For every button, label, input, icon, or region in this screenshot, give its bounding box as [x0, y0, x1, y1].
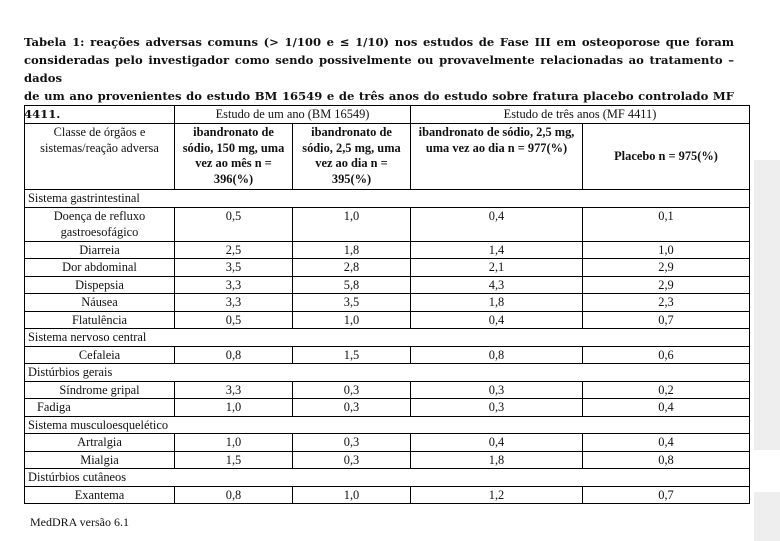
value-cell: 0,7	[583, 311, 750, 329]
section-label: Sistema musculoesquelético	[25, 416, 750, 434]
value-cell: 4,3	[411, 276, 583, 294]
value-cell: 0,2	[583, 381, 750, 399]
edge-shade	[754, 160, 780, 450]
value-cell: 2,1	[411, 259, 583, 277]
table-row	[25, 451, 750, 469]
reaction-cell: Doença de refluxo gastroesofágico	[25, 207, 175, 241]
table-row	[25, 276, 750, 294]
table-row	[25, 434, 750, 452]
value-cell: 0,1	[583, 207, 750, 241]
value-cell: 0,4	[411, 311, 583, 329]
value-cell: 1,0	[293, 486, 411, 504]
value-cell: 2,8	[293, 259, 411, 277]
section-label: Distúrbios gerais	[25, 364, 750, 382]
column-header-row	[25, 124, 750, 190]
reaction-cell: Exantema	[25, 486, 175, 504]
section-label: Distúrbios cutâneos	[25, 469, 750, 487]
value-cell: 0,8	[583, 451, 750, 469]
value-cell: 0,5	[175, 311, 293, 329]
caption-line: de um ano provenientes do estudo BM 16549 e de três anos do estudo sobre fratura placebo controlado MF 4411.	[24, 89, 734, 121]
column-header-150mg-monthly: ibandronato de sódio, 150 mg, uma vez ao mês n = 396(%)	[175, 124, 293, 190]
group-header-three-years: Estudo de três anos (MF 4411)	[411, 106, 750, 124]
reaction-cell: Fadiga	[25, 399, 175, 417]
group-header-one-year: Estudo de um ano (BM 16549)	[175, 106, 411, 124]
section-row	[25, 364, 750, 382]
table-row	[25, 486, 750, 504]
empty-header-cell	[25, 106, 175, 124]
group-header-row	[25, 106, 750, 124]
reaction-cell: Diarreia	[25, 241, 175, 259]
value-cell: 5,8	[293, 276, 411, 294]
value-cell: 1,8	[293, 241, 411, 259]
reaction-cell: Artralgia	[25, 434, 175, 452]
value-cell: 0,3	[293, 381, 411, 399]
value-cell: 0,3	[293, 451, 411, 469]
section-label: Sistema nervoso central	[25, 329, 750, 347]
value-cell: 0,8	[175, 486, 293, 504]
reaction-cell: Dor abdominal	[25, 259, 175, 277]
value-cell: 1,0	[175, 434, 293, 452]
table-row	[25, 241, 750, 259]
value-cell: 1,5	[293, 346, 411, 364]
reaction-cell: Dispepsia	[25, 276, 175, 294]
edge-shade	[754, 492, 780, 541]
value-cell: 0,8	[411, 346, 583, 364]
reaction-cell: Síndrome gripal	[25, 381, 175, 399]
value-cell: 0,5	[175, 207, 293, 241]
section-row	[25, 416, 750, 434]
value-cell: 3,3	[175, 381, 293, 399]
table-row	[25, 311, 750, 329]
value-cell: 0,3	[411, 381, 583, 399]
adverse-reactions-table	[24, 105, 750, 504]
table-row	[25, 294, 750, 312]
column-header-2-5mg-daily-one-year: ibandronato de sódio, 2,5 mg, uma vez ao dia n = 395(%)	[293, 124, 411, 190]
table-body	[25, 190, 750, 504]
value-cell: 0,7	[583, 486, 750, 504]
column-header-placebo: Placebo n = 975(%)	[583, 124, 750, 190]
value-cell: 3,5	[175, 259, 293, 277]
value-cell: 0,3	[293, 399, 411, 417]
value-cell: 0,6	[583, 346, 750, 364]
table-row	[25, 346, 750, 364]
value-cell: 1,4	[411, 241, 583, 259]
table-row	[25, 399, 750, 417]
value-cell: 1,0	[293, 311, 411, 329]
value-cell: 2,5	[175, 241, 293, 259]
value-cell: 3,3	[175, 276, 293, 294]
value-cell: 2,9	[583, 276, 750, 294]
reaction-cell: Cefaleia	[25, 346, 175, 364]
section-row	[25, 469, 750, 487]
value-cell: 0,3	[411, 399, 583, 417]
value-cell: 0,4	[583, 399, 750, 417]
value-cell: 2,9	[583, 259, 750, 277]
value-cell: 1,2	[411, 486, 583, 504]
value-cell: 1,5	[175, 451, 293, 469]
value-cell: 0,3	[293, 434, 411, 452]
value-cell: 2,3	[583, 294, 750, 312]
value-cell: 0,4	[583, 434, 750, 452]
table-row	[25, 207, 750, 241]
reaction-cell: Flatulência	[25, 311, 175, 329]
table-row	[25, 259, 750, 277]
value-cell: 3,3	[175, 294, 293, 312]
value-cell: 3,5	[293, 294, 411, 312]
reaction-cell: Mialgia	[25, 451, 175, 469]
column-header-2-5mg-daily-three-years: ibandronato de sódio, 2,5 mg, uma vez ao dia n = 977(%)	[411, 124, 583, 190]
value-cell: 1,0	[175, 399, 293, 417]
column-header-class: Classe de órgãos e sistemas/reação adversa	[25, 124, 175, 190]
section-row	[25, 329, 750, 347]
footnote: MedDRA versão 6.1	[30, 515, 129, 529]
value-cell: 1,8	[411, 294, 583, 312]
value-cell: 1,0	[583, 241, 750, 259]
table-row	[25, 381, 750, 399]
caption-line: Tabela 1: reações adversas comuns (> 1/100 e ≤ 1/10) nos estudos de Fase III em osteoporose que foram	[24, 35, 734, 49]
value-cell: 1,0	[293, 207, 411, 241]
reaction-cell: Náusea	[25, 294, 175, 312]
value-cell: 1,8	[411, 451, 583, 469]
section-row	[25, 190, 750, 208]
caption-line: consideradas pelo investigador como sendo possivelmente ou provavelmente relacionadas ao tratamento – dados	[24, 53, 734, 85]
value-cell: 0,8	[175, 346, 293, 364]
section-label: Sistema gastrintestinal	[25, 190, 750, 208]
value-cell: 0,4	[411, 434, 583, 452]
value-cell: 0,4	[411, 207, 583, 241]
